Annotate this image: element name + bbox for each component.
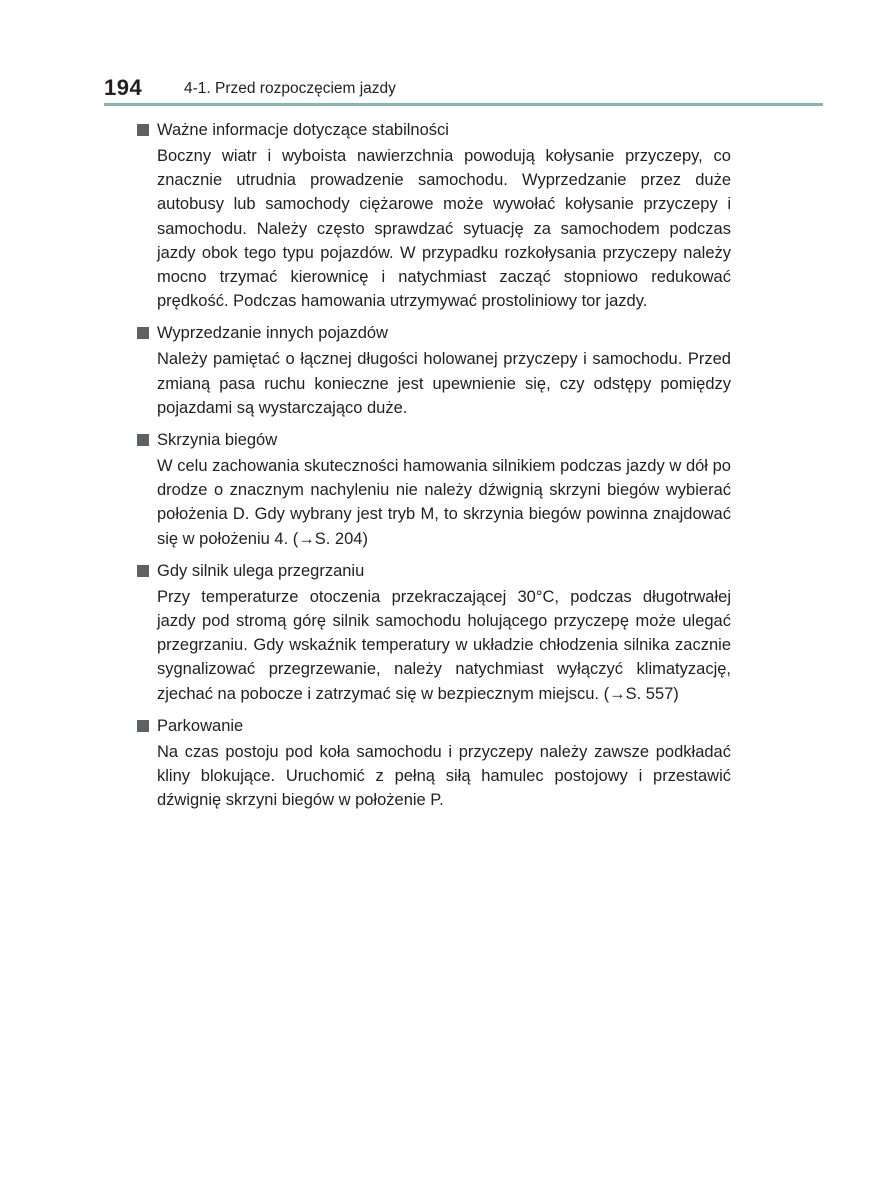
- section-paragraph: Należy pamiętać o łącznej długości holowanej przyczepy i samochodu. Przed zmianą pasa ruchu konieczne jest upewnienie się, czy odstępy pomiędzy pojazdami są wystarczająco duże.: [157, 350, 731, 417]
- section-overtaking: [137, 321, 737, 420]
- section-title: 4-1. Przed rozpoczęciem jazdy: [184, 80, 396, 97]
- header-divider: [104, 103, 823, 106]
- section-paragraph: Na czas postoju pod koła samochodu i przyczepy należy zawsze podkładać kliny blokujące. Uruchomić z pełną siłą hamulec postojowy i przestawić dźwignię skrzyni biegów w położenie P.: [157, 742, 731, 810]
- page-content: [137, 118, 737, 820]
- square-bullet-icon: [137, 720, 149, 732]
- section-overheating: [137, 559, 737, 706]
- section-heading: [137, 321, 737, 345]
- page-number: 194: [104, 75, 143, 100]
- section-paragraph: W celu zachowania skuteczności hamowania silnikiem podczas jazdy w dół po drodze o znacznym nachyleniu nie należy dźwignią skrzyni biegów wybierać położenia D. Gdy wybrany jest tryb M, to skrzynia biegów powinna znajdować się w położeniu 4. (→S. 204): [157, 457, 731, 548]
- page-header: [104, 74, 824, 104]
- square-bullet-icon: [137, 124, 149, 136]
- square-bullet-icon: [137, 327, 149, 339]
- square-bullet-icon: [137, 565, 149, 577]
- section-transmission: [137, 428, 737, 551]
- section-heading: [137, 428, 737, 452]
- section-paragraph: Boczny wiatr i wyboista nawierzchnia powodują kołysanie przyczepy, co znacznie utrudnia prowadzenie samochodu. Wyprzedzanie przez duże autobusy lub samochody ciężarowe może wywołać kołysanie przyczepy i samochodu. Należy często sprawdzać sytuację za samochodem podczas jazdy obok tego typu pojazdów. W przypadku rozkołysania przyczepy należy mocno trzymać kierownicę i natychmiast zacząć stopniowo redukować prędkość. Podczas hamowania utrzymywać prostoliniowy tor jazdy.: [157, 147, 731, 311]
- section-heading: [137, 118, 737, 142]
- section-heading-text: Ważne informacje dotyczące stabilności: [157, 121, 449, 139]
- section-heading-text: Parkowanie: [157, 716, 244, 735]
- section-heading-text: Wyprzedzanie innych pojazdów: [157, 324, 388, 343]
- section-heading-text: Gdy silnik ulega przegrzaniu: [157, 561, 365, 580]
- section-heading: [137, 559, 737, 583]
- section-heading: [137, 714, 737, 738]
- section-parking: [137, 714, 737, 813]
- section-paragraph: Przy temperaturze otoczenia przekraczającej 30°C, podczas długotrwałej jazdy pod stromą górę silnik samochodu holującego przyczepę może ulegać przegrzaniu. Gdy wskaźnik temperatury w układzie chłodzenia silnika zacznie sygnalizować przegrzewanie, należy natychmiast wyłączyć klimatyzację, zjechać na pobocze i zatrzymać się w bezpiecznym miejscu. (→S. 557): [157, 587, 731, 703]
- square-bullet-icon: [137, 434, 149, 446]
- section-stability: [137, 118, 737, 313]
- section-heading-text: Skrzynia biegów: [157, 431, 278, 450]
